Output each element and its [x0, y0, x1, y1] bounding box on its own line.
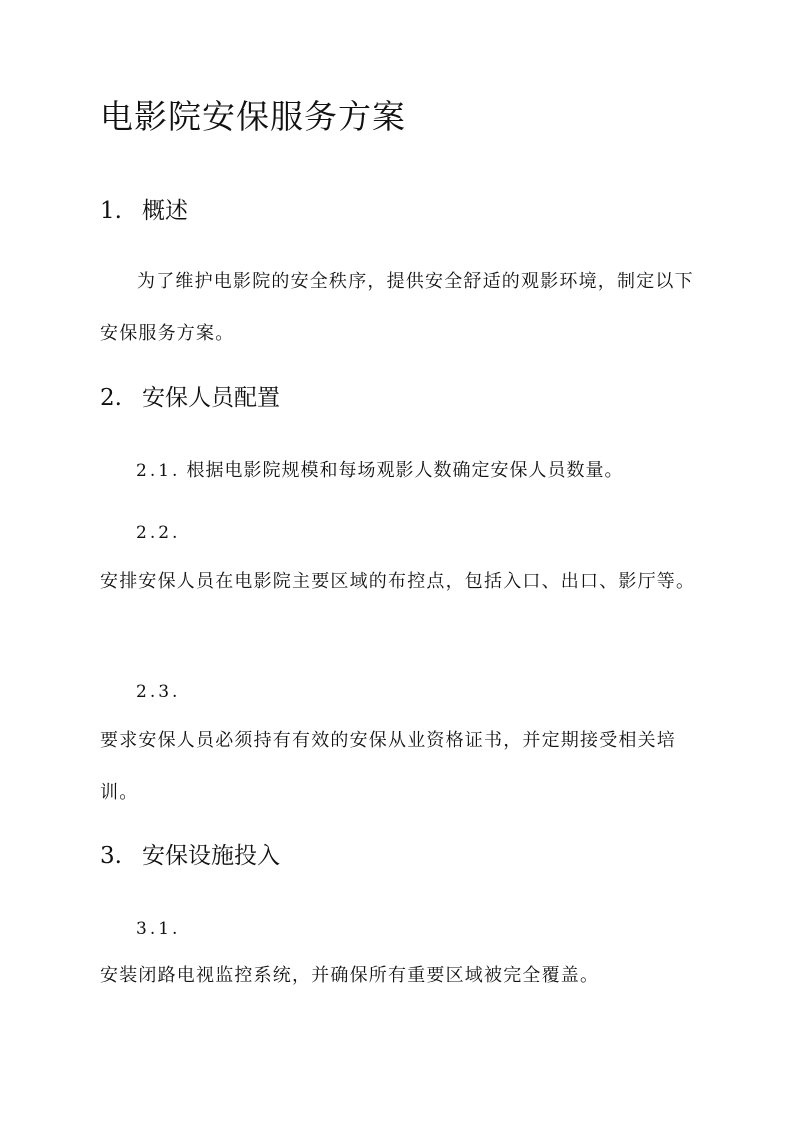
item-2-3-number: 2.3.	[136, 682, 181, 702]
section-heading-text: 安保设施投入	[142, 843, 280, 869]
item-3-1-text: 安装闭路电视监控系统，并确保所有重要区域被完全覆盖。	[100, 965, 600, 986]
section-heading-text: 安保人员配置	[142, 385, 280, 411]
item-number: 2.1.	[136, 461, 181, 481]
item-2-1	[136, 456, 623, 486]
item-3-1-number: 3.1.	[136, 919, 181, 939]
section-heading-2	[100, 380, 280, 416]
item-text: 根据电影院规模和每场观影人数确定安保人员数量。	[186, 460, 624, 481]
section-heading-3	[100, 838, 280, 874]
item-2-3-text: 要求安保人员必须持有有效的安保从业资格证书，并定期接受相关培训。	[100, 730, 676, 803]
section-number: 3.	[100, 843, 122, 869]
item-2-2-number: 2.2.	[136, 523, 181, 543]
document-title: 电影院安保服务方案	[100, 97, 406, 136]
section-number: 2.	[100, 385, 122, 411]
section-heading-1	[100, 193, 188, 229]
section-number: 1.	[100, 198, 122, 224]
section-1-paragraph: 为了维护电影院的安全秩序，提供安全舒适的观影环境，制定以下安保服务方案。	[100, 271, 694, 344]
item-2-2-text: 安排安保人员在电影院主要区域的布控点，包括入口、出口、影厅等。	[100, 571, 696, 592]
section-heading-text: 概述	[142, 198, 188, 224]
